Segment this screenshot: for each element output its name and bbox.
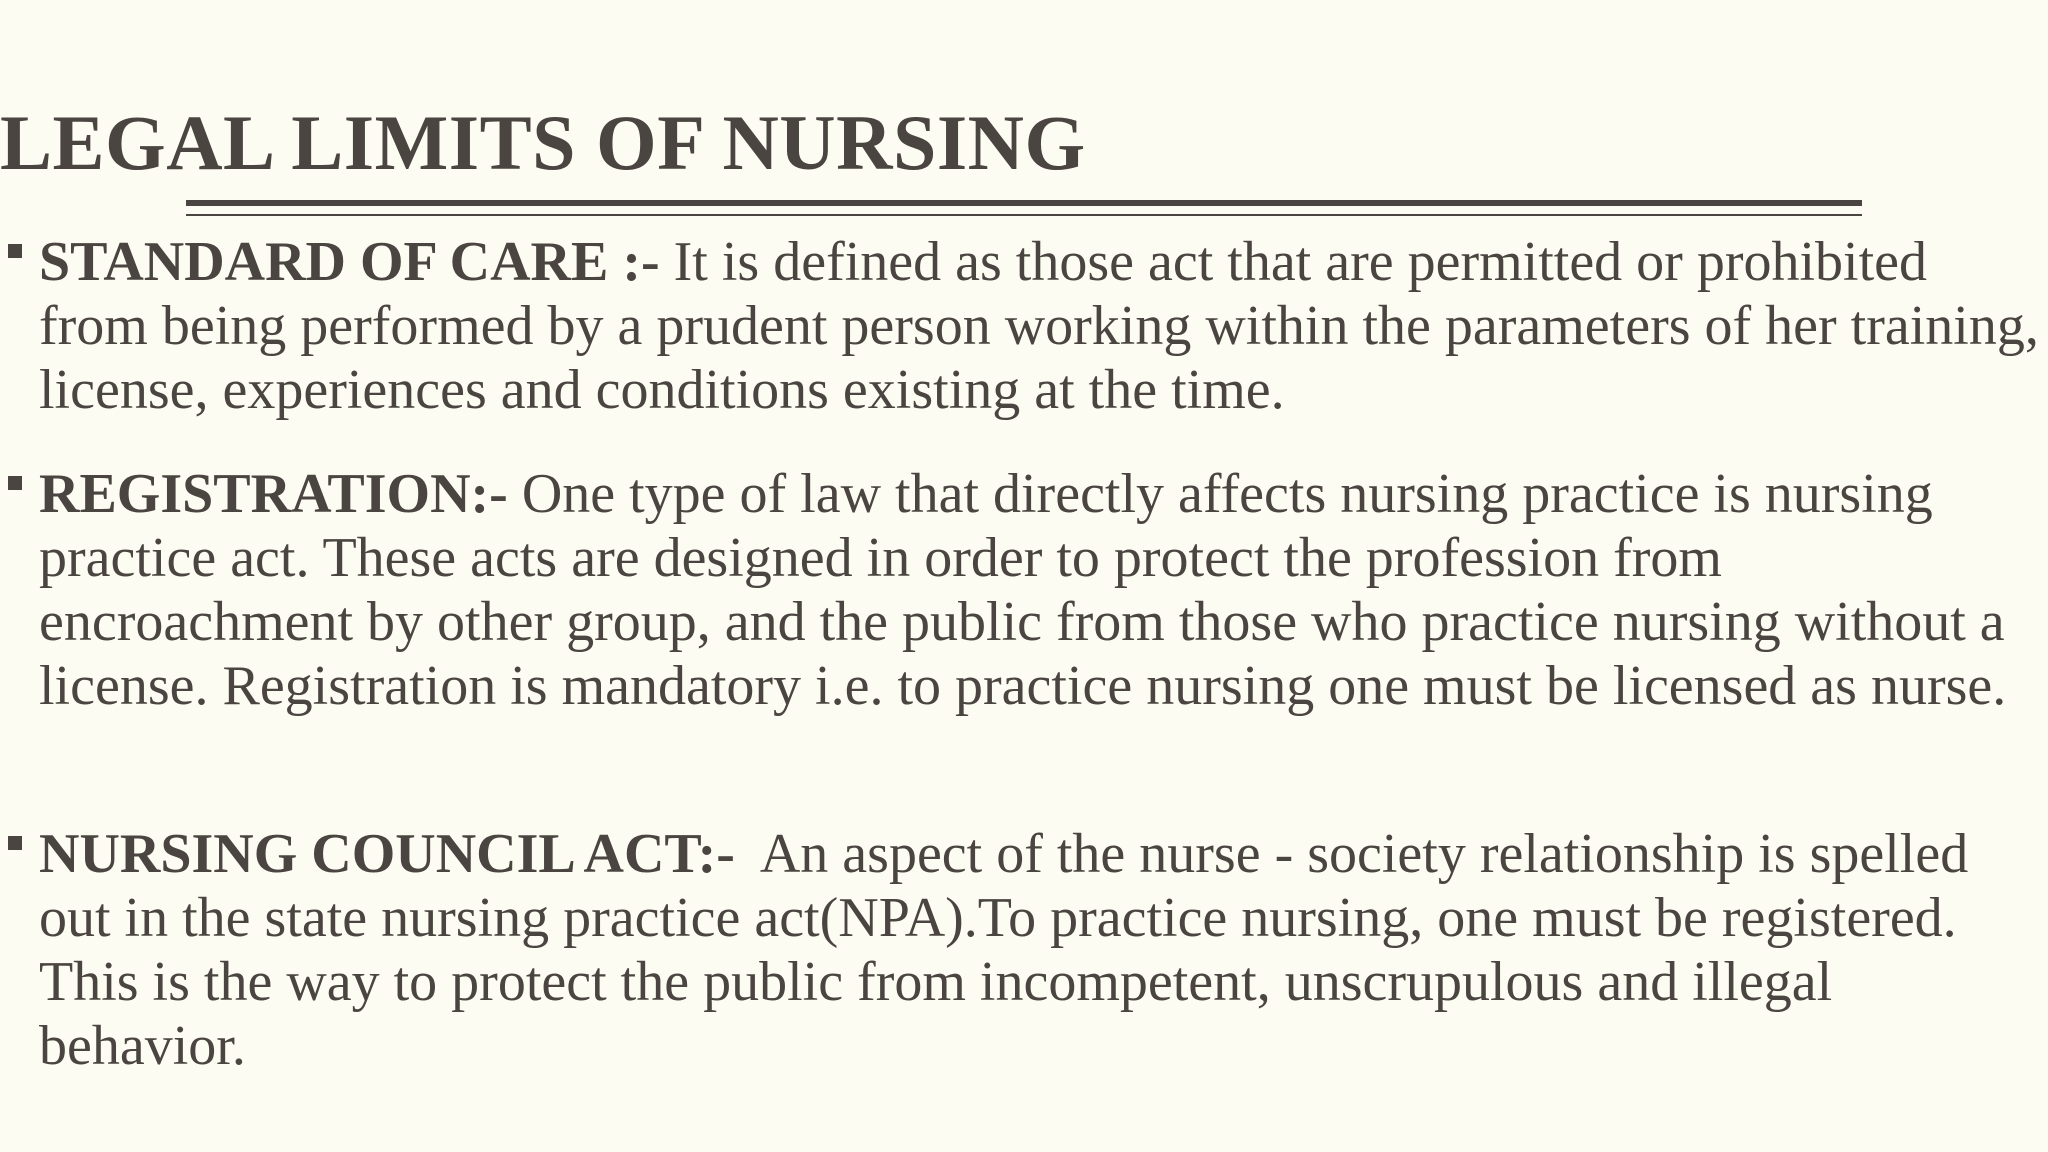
bullet-description: An aspect of the nurse - society relationship is spelled out in the state nursing practice act(NPA).To practice nursing, one must be registered. This is the way to protect the public from incompetent, unscrupulous and illegal behavior. bbox=[39, 823, 1983, 1077]
title-underline-thin bbox=[186, 214, 1862, 216]
bullet-item-standard-of-care bbox=[0, 230, 2044, 422]
bullet-text bbox=[39, 230, 2044, 422]
bullet-text bbox=[39, 822, 2044, 1078]
slide-title: LEGAL LIMITS OF NURSING bbox=[0, 99, 1086, 186]
bullet-term: NURSING COUNCIL ACT:- bbox=[39, 823, 735, 885]
square-bullet-icon bbox=[8, 244, 22, 258]
bullet-item-registration bbox=[0, 462, 2044, 718]
bullet-term: REGISTRATION:- bbox=[39, 463, 508, 525]
bullet-description: It is defined as those act that are permitted or prohibited from being performed by a prudent person working within the parameters of her training, license, experiences and conditions existing at the time. bbox=[39, 231, 2039, 421]
bullet-item-nursing-council-act bbox=[0, 822, 2044, 1078]
square-bullet-icon bbox=[8, 476, 22, 490]
bullet-text bbox=[39, 462, 2044, 718]
bullet-description: One type of law that directly affects nursing practice is nursing practice act. These acts are designed in order to protect the profession from encroachment by other group, and the public from those who practice nursing without a license. Registration is mandatory i.e. to practice nursing one must be licensed as nurse. bbox=[39, 463, 2007, 717]
square-bullet-icon bbox=[8, 836, 22, 850]
bullet-term: STANDARD OF CARE :- bbox=[39, 231, 660, 293]
title-underline-thick bbox=[186, 200, 1862, 206]
